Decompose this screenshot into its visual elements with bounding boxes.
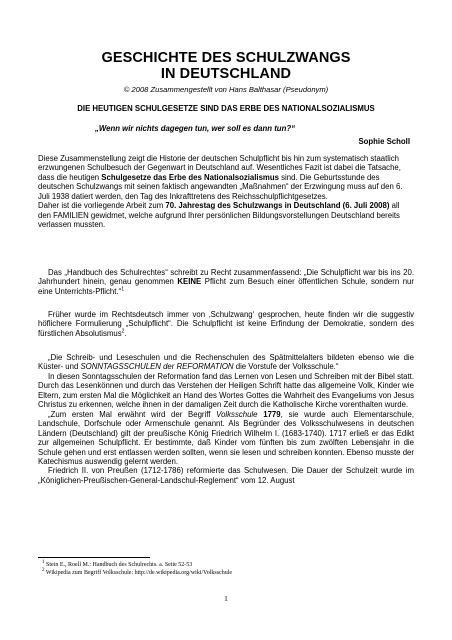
paragraph-text: , sie wurde auch Elementarschule, Landschule, Dorfschule oder Armenschule genannt. Als Begründer des Volksschulwesens in deutschen Ländern (Deutschland) gilt der preußische König Friedrich Wilhelm I. (1683-1740). 1717 erließ er das Edikt zur allgemeinen Schulpflicht. Er bestimmte, daß Kinder vom fünften bis zum zwölften Lebensjahr in die Schule gehen und erst entlassen werden sollten, wenn sie lesen und schreiben konnten. Ebenso musste der Katechismus auswendig gelernt werden. bbox=[38, 409, 414, 466]
paragraph-handbuch bbox=[38, 268, 414, 296]
emphasis-keine: KEINE bbox=[177, 277, 202, 287]
paragraph-schreibschulen bbox=[38, 353, 414, 485]
copyright-line: © 2008 Zusammengestellt von Hans Balthasar (Pseudonym) bbox=[123, 85, 329, 94]
intro-paragraph bbox=[38, 154, 414, 230]
intro-emphasis: Schulgesetze das Erbe des Nationalsozialismus bbox=[101, 172, 279, 182]
epigraph-quote: „Wenn wir nichts dagegen tun, wer soll es dann tun?“ bbox=[95, 124, 295, 133]
footnote-ref-1[interactable]: 1 bbox=[121, 286, 124, 293]
paragraph-text: Das „Handbuch des Schulrechtes“ schreibt zu Recht zusammenfassend: „Die Schulpflicht war bis ins 20. Jahrhundert hinein, genau genommen bbox=[38, 268, 414, 287]
paragraph-text: . bbox=[124, 328, 127, 338]
paragraph-text: die Vorstufe der Volksschule.“ bbox=[233, 362, 339, 372]
footnote-text: Wikipedia zum Begriff Volksschule: http://de.wikipedia.org/wiki/Volksschule bbox=[44, 570, 233, 576]
page-number: 1 bbox=[224, 594, 228, 603]
intro-emphasis-anniversary: 70. Jahrestag des Schulzwangs in Deutschland (6. Juli 2008) bbox=[165, 201, 390, 211]
paragraph-text: „Die Schreib- und Leseschulen und die Rechenschulen des Spätmittelalters bildeten ebenso wie die Küster- und bbox=[38, 353, 414, 372]
intro-text: all den FAMILIEN gewidmet, welche aufgrund Ihrer persönlichen Bildungsvorstellungen Deutschland bereits verlassen mussten. bbox=[38, 201, 400, 230]
paragraph-text: Früher wurde im Rechtsdeutsch immer von ‚Schulzwang‘ gesprochen, heute finden wir die suggestiv höflichere Formulierung „Schulpflicht“. Die Schulpflicht ist keine Erfindung der Demokratie, sondern des fürstlichen Absolutismus bbox=[38, 310, 414, 338]
paragraph-text: „Zum ersten Mal erwähnt wird der Begriff bbox=[48, 409, 217, 419]
footnote-number: 2 bbox=[42, 568, 45, 573]
footnote-number: 1 bbox=[42, 560, 45, 565]
paragraph-friedrich: Friedrich II. von Preußen (1712-1786) reformierte das Schulwesen. Die Dauer der Schulzeit wurde im „Königlichen-Preußischen-General-Landschul-Reglement“ vom 12. August bbox=[38, 466, 414, 485]
footnote-ref-2[interactable]: 2 bbox=[121, 328, 125, 335]
intro-text: Diese Zusammenstellung zeigt die Historie der deutschen Schulpflicht bis hin zum systematisch staatlich erzwungenen Schulbesuch der Gegenwart in Deutschland auf. Wesentliches Fazit ist dabei die Tatsache, dass die heutigen bbox=[38, 154, 401, 182]
italic-sonntagsschulen: SONNTAGSSCHULEN der REFORMATION bbox=[80, 362, 234, 372]
paragraph-text: Pflicht zum Besuch einer öffentlichen Schule, sondern nur eine Unterrichts-Pflicht.“ bbox=[38, 277, 414, 296]
paragraph-sonntagsschulen: In diesen Sonntagsschulen der Reformation fand das Lernen von Lesen und Schreiben mit der Bibel statt. Durch das Lesenkönnen und durch das Verstehen der Heiligen Schrift hatte das allgemeine Volk, Kinder wie Eltern, zum ersten Mal die Möglichkeit an Hand des Wortes Gottes die Wahrheit des Evangeliums von Jesus Christus zu erkennen, welche ihnen in der damaligen Zeit durch die Katholische Kirche vorenthalten wurde. bbox=[38, 371, 414, 410]
document-title-line-1: GESCHICHTE DES SCHULZWANGS bbox=[101, 50, 351, 66]
footnote-text: Stein E., Roell M.: Handbuch des Schulrechts. a. Seite 52-53 bbox=[44, 562, 193, 568]
intro-text: sind. Die Geburtsstunde des deutschen Schulzwangs mit seinen faktisch angewandten „Maßnahmen“ der Erzwingung muss auf den 6. Juli 1938 datiert werden, den Tag des Inkrafttretens des Reichsschulpflichtgesetzes. bbox=[38, 172, 403, 201]
footnote-1 bbox=[42, 562, 192, 569]
intro-text: Daher ist die vorliegende Arbeit zum bbox=[38, 201, 166, 211]
italic-volksschule: Volksschule bbox=[216, 409, 258, 419]
paragraph-frueher bbox=[38, 310, 414, 338]
footnote-2 bbox=[42, 570, 232, 577]
document-title-line-2: IN DEUTSCHLAND bbox=[160, 66, 292, 82]
epigraph-author: Sophie Scholl bbox=[358, 137, 410, 146]
subheading: DIE HEUTIGEN SCHULGESETZE SIND DAS ERBE DES NATIONALSOZIALISMUS bbox=[77, 104, 375, 113]
footnote-divider bbox=[38, 557, 150, 558]
emphasis-1779: 1779 bbox=[263, 409, 281, 419]
